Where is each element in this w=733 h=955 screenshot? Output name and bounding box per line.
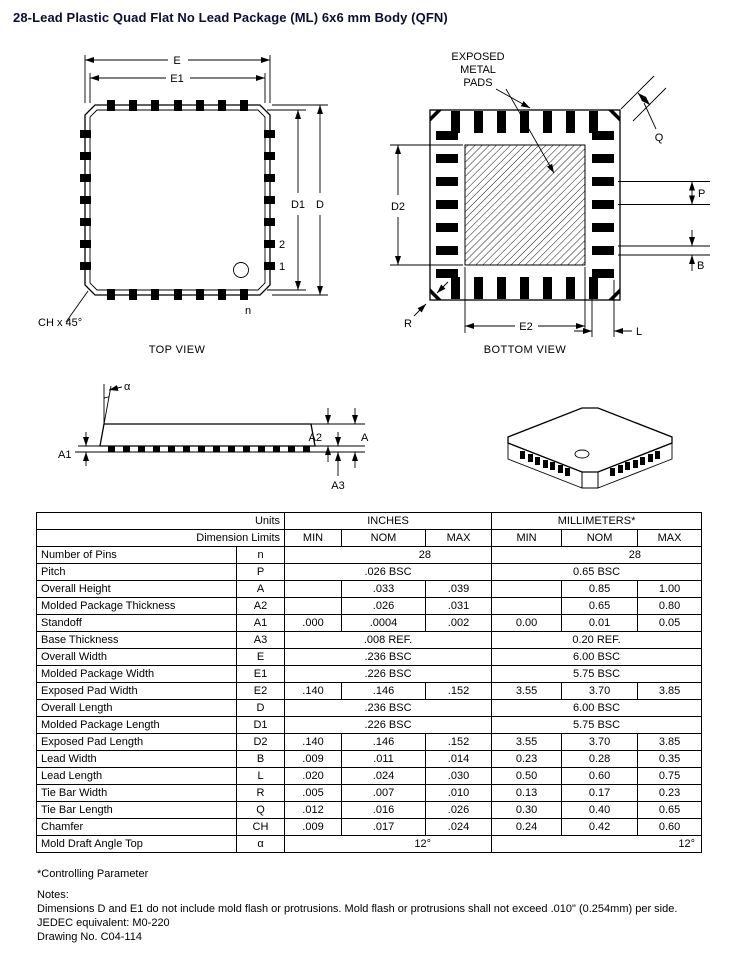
table-cell: D2 — [237, 734, 285, 751]
dim-label-p: P — [698, 188, 706, 200]
dim-label-e2: E2 — [519, 321, 533, 333]
table-cell: 28 — [492, 547, 702, 564]
dimension-lines-top-view — [66, 55, 328, 322]
dimension-table — [36, 512, 702, 853]
dim-label-r: R — [404, 318, 412, 330]
max-header: MAX — [426, 530, 492, 547]
table-cell: 12° — [492, 836, 702, 853]
table-header-row-limits — [37, 530, 702, 547]
table-cell: E2 — [237, 683, 285, 700]
table-cell: 5.75 BSC — [492, 666, 702, 683]
table-cell: 5.75 BSC — [492, 717, 702, 734]
table-cell: 0.65 BSC — [492, 564, 702, 581]
table-cell: .026 — [342, 598, 426, 615]
jedec-note: JEDEC equivalent: M0-220 — [37, 917, 170, 929]
table-cell: .009 — [285, 751, 342, 768]
table-cell: 0.75 — [638, 768, 702, 785]
package-outline — [85, 105, 270, 295]
table-cell: A3 — [237, 632, 285, 649]
table-cell: .140 — [285, 683, 342, 700]
dim-label-q: Q — [654, 132, 664, 144]
table-cell: 3.85 — [638, 734, 702, 751]
table-cell: Chamfer — [37, 819, 237, 836]
table-cell: .152 — [426, 734, 492, 751]
table-cell: Overall Width — [37, 649, 237, 666]
dimension-row — [37, 768, 702, 785]
table-cell: Mold Draft Angle Top — [37, 836, 237, 853]
top-view-drawing — [36, 45, 366, 360]
pin-n-label: n — [244, 305, 252, 317]
notes-label: Notes: — [37, 889, 69, 901]
table-cell: .152 — [426, 683, 492, 700]
table-header-row-units — [37, 513, 702, 530]
table-cell: .030 — [426, 768, 492, 785]
table-cell: R — [237, 785, 285, 802]
table-cell: 28 — [285, 547, 492, 564]
pin-2-label: 2 — [279, 239, 286, 251]
table-cell: .014 — [426, 751, 492, 768]
table-cell: .146 — [342, 734, 426, 751]
table-cell: D1 — [237, 717, 285, 734]
table-cell: 6.00 BSC — [492, 649, 702, 666]
table-cell: 0.35 — [638, 751, 702, 768]
table-cell: Tie Bar Width — [37, 785, 237, 802]
controlling-parameter-note: *Controlling Parameter — [37, 868, 149, 880]
table-cell: .007 — [342, 785, 426, 802]
dimension-row — [37, 734, 702, 751]
profile-leads — [108, 446, 310, 452]
table-cell: .000 — [285, 615, 342, 632]
dimension-lines-side-view — [75, 384, 365, 476]
dim-label-b: B — [697, 260, 705, 272]
table-cell: Molded Package Thickness — [37, 598, 237, 615]
dim-label-a2: A2 — [308, 432, 322, 444]
table-cell: Molded Package Length — [37, 717, 237, 734]
inches-header: INCHES — [285, 513, 492, 530]
dim-label-d1: D1 — [290, 199, 306, 211]
table-cell: A1 — [237, 615, 285, 632]
table-cell: .0004 — [342, 615, 426, 632]
table-cell: 0.40 — [562, 802, 638, 819]
table-cell: Base Thickness — [37, 632, 237, 649]
dimension-row — [37, 819, 702, 836]
table-cell: .226 BSC — [285, 666, 492, 683]
table-cell: CH — [237, 819, 285, 836]
table-cell: 0.01 — [562, 615, 638, 632]
table-cell: 0.30 — [492, 802, 562, 819]
isometric-view-drawing — [470, 372, 710, 512]
table-cell: .002 — [426, 615, 492, 632]
table-cell: Exposed Pad Width — [37, 683, 237, 700]
table-cell: .140 — [285, 734, 342, 751]
dimension-row — [37, 717, 702, 734]
dimension-row — [37, 547, 702, 564]
table-cell: 0.42 — [562, 819, 638, 836]
table-cell: 0.65 — [562, 598, 638, 615]
pin1-indicator-3d — [575, 450, 589, 458]
units-header: Units — [37, 513, 285, 530]
bottom-view-caption: BOTTOM VIEW — [483, 344, 567, 356]
table-cell: Exposed Pad Length — [37, 734, 237, 751]
table-cell: Overall Length — [37, 700, 237, 717]
table-cell: 6.00 BSC — [492, 700, 702, 717]
dimension-row — [37, 683, 702, 700]
table-cell: A — [237, 581, 285, 598]
exposed-thermal-pad — [465, 145, 585, 265]
max-header: MAX — [638, 530, 702, 547]
table-cell: .016 — [342, 802, 426, 819]
table-cell: P — [237, 564, 285, 581]
table-cell: .010 — [426, 785, 492, 802]
bottom-view-drawing — [370, 45, 733, 360]
table-cell: 0.50 — [492, 768, 562, 785]
table-cell: .146 — [342, 683, 426, 700]
footnotes — [37, 868, 729, 945]
table-cell — [492, 598, 562, 615]
table-cell: 0.00 — [492, 615, 562, 632]
table-cell: Overall Height — [37, 581, 237, 598]
table-cell: 12° — [285, 836, 492, 853]
millimeters-header: MILLIMETERS* — [492, 513, 702, 530]
table-cell: .236 BSC — [285, 700, 492, 717]
min-header: MIN — [285, 530, 342, 547]
table-cell — [285, 598, 342, 615]
table-cell: 0.60 — [562, 768, 638, 785]
table-cell: 0.85 — [562, 581, 638, 598]
table-cell: 3.55 — [492, 734, 562, 751]
dimension-row — [37, 649, 702, 666]
table-cell — [285, 581, 342, 598]
table-cell: .009 — [285, 819, 342, 836]
dim-label-e: E — [173, 55, 181, 67]
table-cell: 0.60 — [638, 819, 702, 836]
table-cell: n — [237, 547, 285, 564]
dim-label-alpha: α — [124, 381, 131, 393]
dimension-row — [37, 666, 702, 683]
table-cell: 0.17 — [562, 785, 638, 802]
table-cell: .024 — [426, 819, 492, 836]
table-cell: D — [237, 700, 285, 717]
table-cell: B — [237, 751, 285, 768]
table-cell: 0.20 REF. — [492, 632, 702, 649]
table-cell: 0.23 — [492, 751, 562, 768]
table-cell: 3.55 — [492, 683, 562, 700]
min-header: MIN — [492, 530, 562, 547]
table-cell: 0.13 — [492, 785, 562, 802]
table-cell: 0.65 — [638, 802, 702, 819]
dimension-row — [37, 751, 702, 768]
dim-label-a3: A3 — [331, 480, 345, 492]
table-cell: .012 — [285, 802, 342, 819]
pin1-indicator-circle — [234, 263, 249, 278]
table-cell: .226 BSC — [285, 717, 492, 734]
chamfer-note: CH x 45° — [38, 317, 83, 329]
table-cell: α — [237, 836, 285, 853]
side-view-drawing — [50, 372, 380, 505]
table-cell: 0.80 — [638, 598, 702, 615]
table-cell: 0.05 — [638, 615, 702, 632]
table-cell: .011 — [342, 751, 426, 768]
table-cell: L — [237, 768, 285, 785]
top-view-caption: TOP VIEW — [148, 344, 206, 356]
dimension-row — [37, 836, 702, 853]
page-title: 28-Lead Plastic Quad Flat No Lead Package (ML) 6x6 mm Body (QFN) — [13, 10, 448, 25]
note-1: Dimensions D and E1 do not include mold flash or protrusions. Mold flash or protrusions shall not exceed .010" (0.254mm) per side. — [37, 903, 678, 915]
nom-header: NOM — [342, 530, 426, 547]
table-cell: .026 — [426, 802, 492, 819]
table-cell: E1 — [237, 666, 285, 683]
table-cell: .008 REF. — [285, 632, 492, 649]
table-cell: Pitch — [37, 564, 237, 581]
table-cell: .020 — [285, 768, 342, 785]
dimension-row — [37, 632, 702, 649]
dimension-row — [37, 615, 702, 632]
table-cell: 3.85 — [638, 683, 702, 700]
table-cell: .005 — [285, 785, 342, 802]
dim-label-e1: E1 — [170, 73, 184, 85]
table-cell: Standoff — [37, 615, 237, 632]
dimension-row — [37, 564, 702, 581]
dim-label-d2: D2 — [390, 201, 406, 213]
table-cell: .039 — [426, 581, 492, 598]
table-cell: 0.23 — [638, 785, 702, 802]
table-cell: Molded Package Width — [37, 666, 237, 683]
nom-header: NOM — [562, 530, 638, 547]
table-cell: Q — [237, 802, 285, 819]
dim-label-d: D — [316, 199, 324, 211]
table-cell: .017 — [342, 819, 426, 836]
table-cell: E — [237, 649, 285, 666]
dim-label-a1: A1 — [58, 449, 72, 461]
exposed-pads-label-line3: PADS — [463, 77, 493, 89]
table-cell: Lead Width — [37, 751, 237, 768]
table-cell: Number of Pins — [37, 547, 237, 564]
table-cell: Lead Length — [37, 768, 237, 785]
package-profile — [100, 424, 315, 452]
table-cell: 0.28 — [562, 751, 638, 768]
table-cell: Tie Bar Length — [37, 802, 237, 819]
table-cell: A2 — [237, 598, 285, 615]
exposed-pads-label-line1: EXPOSED — [451, 51, 505, 63]
table-cell: 1.00 — [638, 581, 702, 598]
dimension-table-body — [37, 547, 702, 853]
drawing-number: Drawing No. C04-114 — [37, 931, 142, 943]
pin-1-label: 1 — [279, 261, 286, 273]
dimension-row — [37, 785, 702, 802]
table-cell: .024 — [342, 768, 426, 785]
table-cell: .031 — [426, 598, 492, 615]
dimension-limits-header: Dimension Limits — [37, 530, 285, 547]
table-cell: 3.70 — [562, 734, 638, 751]
dimension-row — [37, 598, 702, 615]
table-cell — [492, 581, 562, 598]
dimension-row — [37, 802, 702, 819]
table-cell: 0.24 — [492, 819, 562, 836]
table-cell: 3.70 — [562, 683, 638, 700]
dim-label-l: L — [636, 326, 643, 338]
table-cell: .236 BSC — [285, 649, 492, 666]
table-cell: .026 BSC — [285, 564, 492, 581]
table-cell: .033 — [342, 581, 426, 598]
dimension-row — [37, 700, 702, 717]
package-3d-body — [508, 408, 672, 488]
dimension-row — [37, 581, 702, 598]
package-pins — [80, 100, 275, 300]
exposed-pads-label-line2: METAL — [460, 64, 496, 76]
dim-label-a: A — [361, 432, 369, 444]
